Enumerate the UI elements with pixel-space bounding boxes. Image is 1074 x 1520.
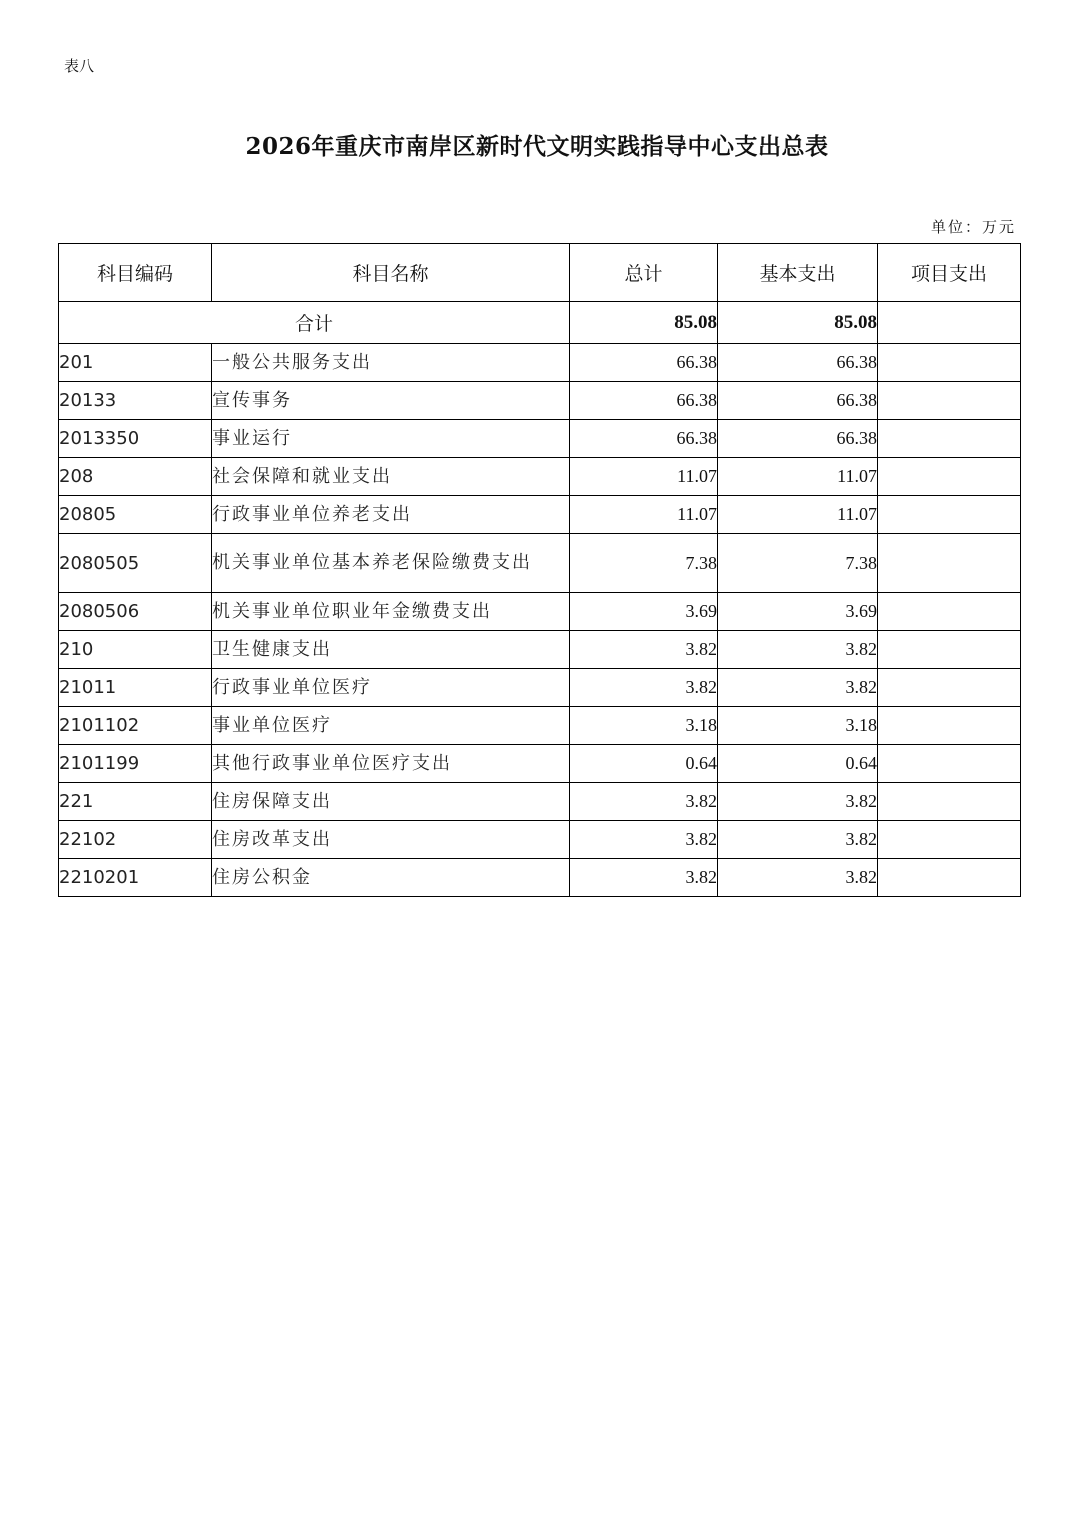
table-row [59,745,1021,783]
row-name: 事业运行 [212,420,570,458]
row-total: 3.82 [570,821,718,859]
row-basic: 3.82 [718,859,878,897]
row-name: 其他行政事业单位医疗支出 [212,745,570,783]
row-code: 2080505 [59,534,212,593]
table-row [59,783,1021,821]
table-number-label: 表八 [64,57,95,75]
row-code: 21011 [59,669,212,707]
table-row [59,496,1021,534]
row-total: 66.38 [570,420,718,458]
row-code: 208 [59,458,212,496]
row-name: 住房保障支出 [212,783,570,821]
row-code: 20133 [59,382,212,420]
row-code: 2101102 [59,707,212,745]
row-name: 宣传事务 [212,382,570,420]
row-name: 事业单位医疗 [212,707,570,745]
row-basic: 3.82 [718,821,878,859]
row-code: 22102 [59,821,212,859]
table-row [59,631,1021,669]
row-basic: 11.07 [718,496,878,534]
row-project [878,745,1021,783]
row-name: 行政事业单位养老支出 [212,496,570,534]
row-basic: 3.82 [718,783,878,821]
header-total: 总计 [570,244,718,302]
unit-label: 单位：万元 [930,218,1016,236]
row-basic: 66.38 [718,344,878,382]
row-code: 221 [59,783,212,821]
row-code: 201 [59,344,212,382]
row-code: 2080506 [59,593,212,631]
row-project [878,707,1021,745]
row-code: 20805 [59,496,212,534]
row-project [878,420,1021,458]
expenditure-table [58,243,1021,897]
table-row [59,669,1021,707]
table-row [59,859,1021,897]
total-amount: 85.08 [570,302,718,344]
row-total: 0.64 [570,745,718,783]
row-code: 2013350 [59,420,212,458]
total-basic: 85.08 [718,302,878,344]
row-total: 3.69 [570,593,718,631]
row-total: 3.82 [570,669,718,707]
row-code: 210 [59,631,212,669]
row-total: 3.82 [570,859,718,897]
table-header-row [59,244,1021,302]
row-name: 机关事业单位基本养老保险缴费支出 [212,534,570,593]
row-basic: 3.82 [718,669,878,707]
row-total: 66.38 [570,344,718,382]
row-basic: 11.07 [718,458,878,496]
row-total: 3.82 [570,631,718,669]
row-project [878,534,1021,593]
table-row [59,382,1021,420]
row-total: 3.82 [570,783,718,821]
row-basic: 66.38 [718,420,878,458]
row-total: 11.07 [570,496,718,534]
row-name: 机关事业单位职业年金缴费支出 [212,593,570,631]
header-project: 项目支出 [878,244,1021,302]
row-name: 住房改革支出 [212,821,570,859]
row-total: 3.18 [570,707,718,745]
row-project [878,783,1021,821]
total-project [878,302,1021,344]
row-basic: 3.82 [718,631,878,669]
row-basic: 7.38 [718,534,878,593]
table-row [59,821,1021,859]
total-label: 合计 [59,302,570,344]
row-project [878,821,1021,859]
row-project [878,344,1021,382]
total-row [59,302,1021,344]
row-basic: 66.38 [718,382,878,420]
table-row [59,707,1021,745]
row-basic: 3.18 [718,707,878,745]
row-total: 7.38 [570,534,718,593]
row-project [878,382,1021,420]
page-title: 2026年重庆市南岸区新时代文明实践指导中心支出总表 [245,133,829,160]
row-name: 一般公共服务支出 [212,344,570,382]
row-name: 行政事业单位医疗 [212,669,570,707]
row-project [878,496,1021,534]
row-project [878,669,1021,707]
row-basic: 0.64 [718,745,878,783]
row-name: 社会保障和就业支出 [212,458,570,496]
row-project [878,593,1021,631]
row-name: 卫生健康支出 [212,631,570,669]
row-total: 11.07 [570,458,718,496]
row-basic: 3.69 [718,593,878,631]
row-project [878,859,1021,897]
row-name: 住房公积金 [212,859,570,897]
header-code: 科目编码 [59,244,212,302]
table-row [59,458,1021,496]
row-project [878,458,1021,496]
header-name: 科目名称 [212,244,570,302]
header-basic: 基本支出 [718,244,878,302]
row-code: 2210201 [59,859,212,897]
row-code: 2101199 [59,745,212,783]
row-total: 66.38 [570,382,718,420]
table-row [59,534,1021,593]
row-project [878,631,1021,669]
table-row [59,344,1021,382]
table-row [59,420,1021,458]
table-row [59,593,1021,631]
